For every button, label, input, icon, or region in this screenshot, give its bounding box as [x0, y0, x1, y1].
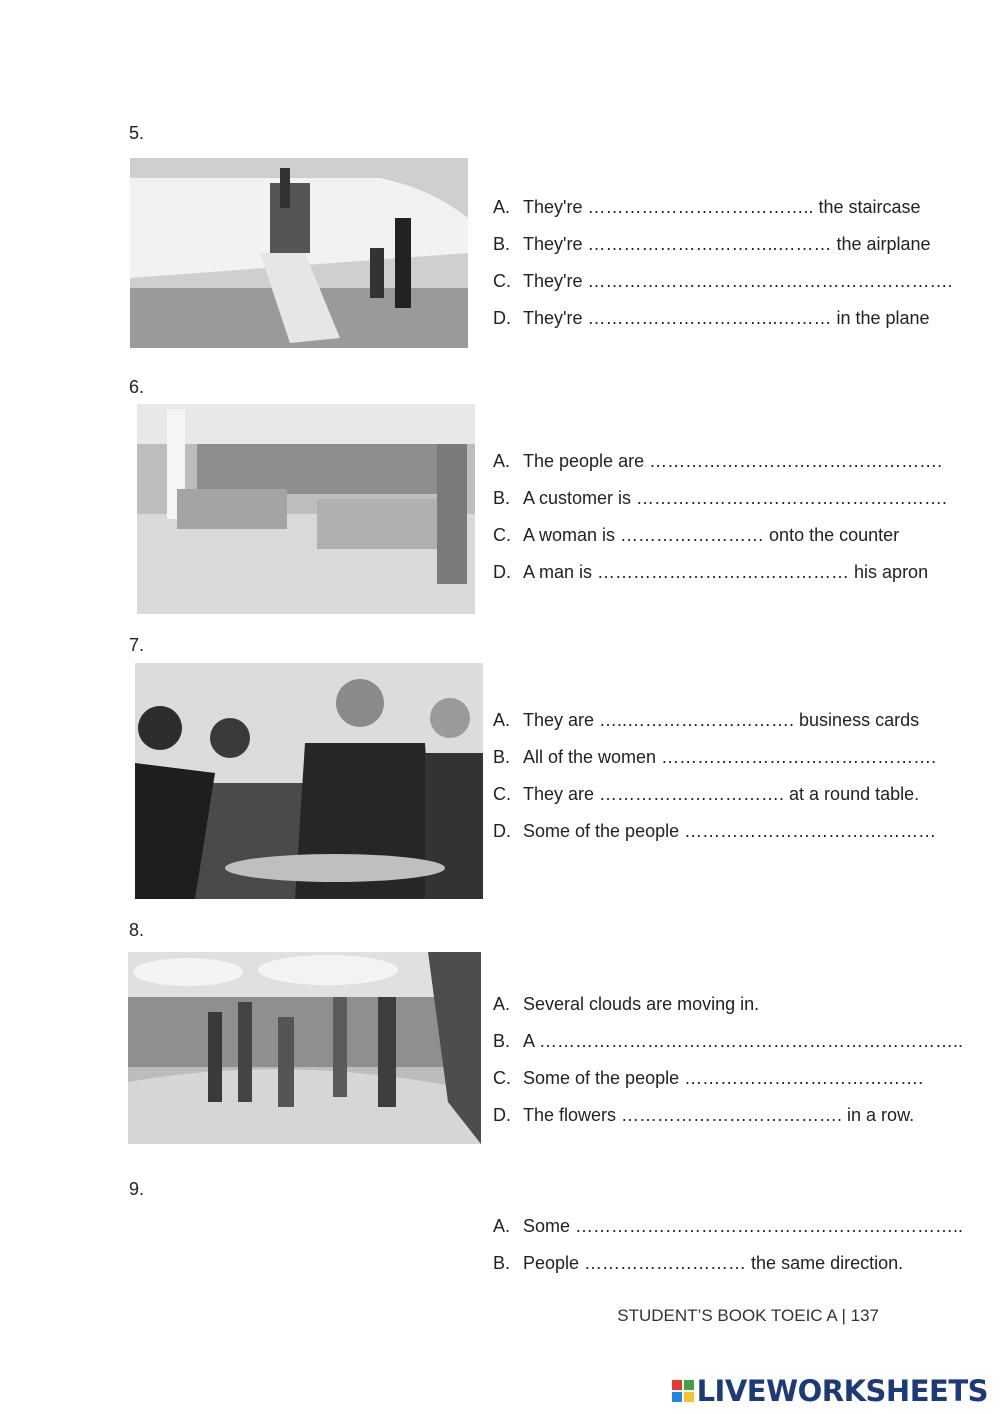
option-text: They're ……………………………………………………. — [523, 271, 953, 291]
airplane-photo — [130, 158, 468, 348]
option-text: They are …………………………. at a round table. — [523, 784, 920, 804]
option-text: All of the women ………………………………………. — [523, 747, 937, 767]
option-letter: A. — [493, 994, 511, 1014]
option-letter: D. — [493, 308, 511, 328]
option-text: The people are …………………………………………. — [523, 451, 943, 471]
page-footer: STUDENT’S BOOK TOEIC A | 137 — [617, 1306, 879, 1325]
option-letter: C. — [493, 271, 511, 291]
option-text: The flowers ………………………………. in a row. — [523, 1105, 915, 1125]
option-letter: B. — [493, 234, 511, 254]
option-b — [493, 487, 947, 509]
option-b — [493, 746, 936, 768]
option-letter: B. — [493, 488, 511, 508]
option-letter: B. — [493, 1031, 511, 1051]
option-letter: A. — [493, 710, 511, 730]
option-text: They're …………………………..……… in the plane — [523, 308, 930, 328]
option-b — [493, 1030, 963, 1052]
brand-name: LIVEWORKSHEETS — [696, 1374, 988, 1408]
option-text: They're ……………………………….. the staircase — [523, 197, 921, 217]
logo-tile — [672, 1392, 682, 1402]
liveworksheets-logo — [672, 1374, 988, 1408]
option-d — [493, 307, 930, 329]
liveworksheets-logo-icon — [672, 1380, 694, 1402]
question-number: 9. — [129, 1179, 145, 1199]
option-b — [493, 233, 931, 255]
option-letter: D. — [493, 562, 511, 582]
option-text: A customer is ……………………………………………. — [523, 488, 948, 508]
option-letter: A. — [493, 451, 511, 471]
option-text: Some ……………………………………………………….. — [523, 1216, 964, 1236]
option-text: A man is …………………………………… his apron — [523, 562, 929, 582]
option-text: They're …………………………..……… the airplane — [523, 234, 931, 254]
option-text: Some of the people …………………………………. — [523, 1068, 924, 1088]
question-number: 5. — [129, 123, 145, 143]
business-meeting-photo — [135, 663, 483, 899]
option-letter: B. — [493, 747, 511, 767]
option-text: Several clouds are moving in. — [523, 994, 760, 1014]
option-letter: C. — [493, 1068, 511, 1088]
logo-tile — [672, 1380, 682, 1390]
option-letter: A. — [493, 197, 511, 217]
option-a — [493, 196, 921, 218]
option-b — [493, 1252, 903, 1274]
option-letter: C. — [493, 784, 511, 804]
option-text: A …………………………………………………………….. — [523, 1031, 964, 1051]
option-text: People ……………………… the same direction. — [523, 1253, 904, 1273]
question-number: 8. — [129, 920, 145, 940]
option-c — [493, 1067, 923, 1089]
option-a — [493, 450, 942, 472]
option-a — [493, 709, 919, 731]
option-letter: A. — [493, 1216, 511, 1236]
option-text: A woman is …………………… onto the counter — [523, 525, 900, 545]
option-d — [493, 561, 928, 583]
question-number: 7. — [129, 635, 145, 655]
option-text: They are …..………………………. business cards — [523, 710, 920, 730]
option-d — [493, 1104, 914, 1126]
option-letter: D. — [493, 1105, 511, 1125]
supermarket-photo — [137, 404, 475, 614]
option-c — [493, 270, 952, 292]
option-letter: B. — [493, 1253, 511, 1273]
option-c — [493, 524, 899, 546]
option-a — [493, 1215, 963, 1237]
option-c — [493, 783, 919, 805]
canyon-hikers-photo — [128, 952, 481, 1144]
option-d — [493, 820, 936, 842]
option-letter: D. — [493, 821, 511, 841]
option-letter: C. — [493, 525, 511, 545]
option-text: Some of the people …………………………………… — [523, 821, 937, 841]
logo-tile — [684, 1392, 694, 1402]
option-a — [493, 993, 759, 1015]
logo-tile — [684, 1380, 694, 1390]
question-number: 6. — [129, 377, 145, 397]
